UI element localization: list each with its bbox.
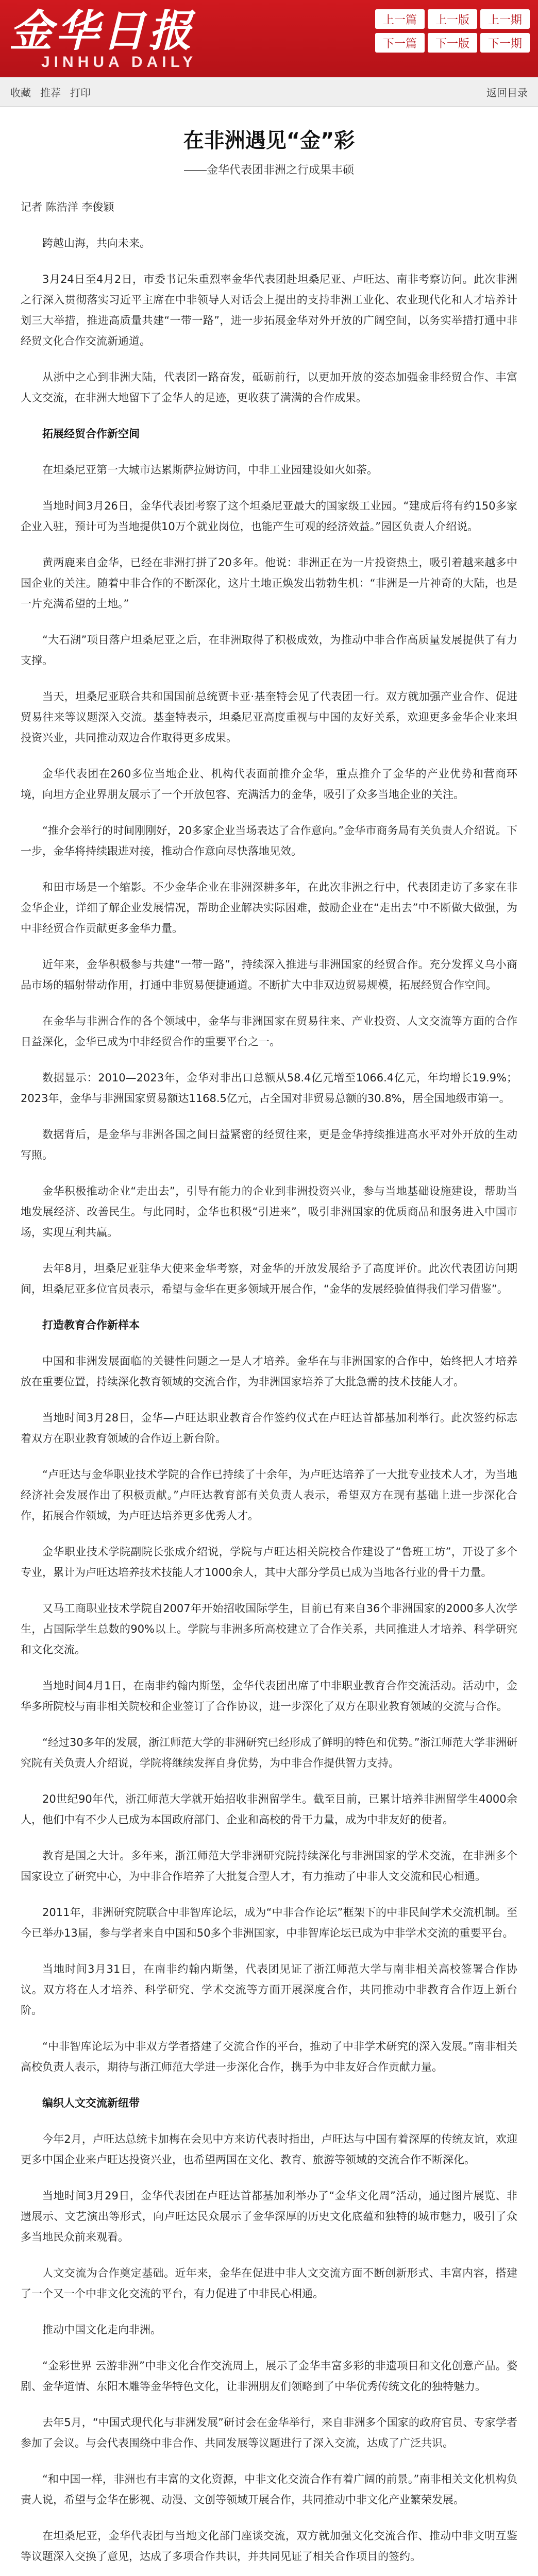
article-paragraph: 当地时间3月28日，金华—卢旺达职业教育合作签约仪式在卢旺达首都基加利举行。此次签约标志着双方在职业教育领域的合作迈上新台阶。 [21, 1412, 517, 1445]
prev-article-button[interactable]: 上一篇 [375, 9, 425, 29]
article-paragraph: 又马工商职业技术学院自2007年开始招收国际学生，目前已有来自36个非洲国家的2000多人次学生，占国际学生总数的90%以上。学院与非洲多所高校建立了合作关系，共同推进人才培养、科学研究和文化交流。 [21, 1602, 517, 1656]
prev-page-button[interactable]: 上一版 [428, 9, 477, 29]
article-paragraph: “推介会举行的时间刚刚好，20多家企业当场表达了合作意向。”金华市商务局有关负责人介绍说。下一步，金华将持续跟进对接，推动合作意向尽快落地见效。 [21, 824, 517, 857]
article-paragraph: 人文交流为合作奠定基础。近年来，金华在促进中非人文交流方面不断创新形式、丰富内容，搭建了一个又一个中非文化交流的平台，有力促进了中非民心相通。 [21, 2267, 517, 2300]
article-paragraph: 3月24日至4月2日，市委书记朱重烈率金华代表团赴坦桑尼亚、卢旺达、南非考察访问。此次非洲之行深入贯彻落实习近平主席在中非领导人对话会上提出的支持非洲工业化、农业现代化和人才培养计划三大举措，推进高质量共建“一带一路”，进一步拓展金华对外开放的广阔空间，以务实举措打通中非经贸文化合作交流新通道。 [21, 273, 517, 347]
recommend-button[interactable]: 推荐 [40, 87, 61, 99]
article-paragraph: 当地时间3月31日，在南非约翰内斯堡，代表团见证了浙江师范大学与南非相关高校签署合作协议。双方将在人才培养、科学研究、学术交流等方面开展深度合作，共同推动中非教育合作迈上新台阶。 [21, 1963, 517, 2016]
article-paragraph: 数据显示：2010—2023年，金华对非出口总额从58.4亿元增至1066.4亿元，年均增长19.9%；2023年，金华与非洲国家贸易额达1168.5亿元，占全国对非贸易总额的30.8%，居全国地级市第一。 [21, 1072, 517, 1105]
article-paragraph: 黄两鹿来自金华，已经在非洲打拼了20多年。他说：非洲正在为一片投资热土，吸引着越来越多中国企业的关注。随着中非合作的不断深化，这片土地正焕发出勃勃生机：“非洲是一片神奇的大陆，也是一片充满希望的土地。” [21, 556, 517, 610]
article-paragraph: 2011年，非洲研究院联合中非智库论坛，成为“中非合作论坛”框架下的中非民间学术交流机制。至今已举办13届，参与学者来自中国和50多个非洲国家，中非智库论坛已成为中非学术交流的重要平台。 [21, 1906, 517, 1939]
article-paragraph: 推动中国文化走向非洲。 [42, 2324, 161, 2336]
article-paragraph: 跨越山海，共向未来。 [42, 237, 150, 249]
back-to-contents-link[interactable]: 返回目录 [486, 87, 528, 99]
article-paragraph: 近年来，金华积极参与共建“一带一路”，持续深入推进与非洲国家的经贸合作。充分发挥义乌小商品市场的辐射带动作用，打通中非贸易便捷通道。不断扩大中非双边贸易规模，拓展经贸合作空间。 [21, 958, 517, 991]
article-paragraph: 在坦桑尼亚第一大城市达累斯萨拉姆访问，中非工业园建设如火如荼。 [42, 464, 378, 476]
article-paragraph: 中国和非洲发展面临的关键性问题之一是人才培养。金华在与非洲国家的合作中，始终把人才培养放在重要位置，持续深化教育领域的交流合作，为非洲国家培养了大批急需的技术技能人才。 [21, 1355, 517, 1388]
article-paragraph: “大石湖”项目落户坦桑尼亚之后，在非洲取得了积极成效，为推动中非合作高质量发展提供了有力支撑。 [21, 634, 517, 667]
article-paragraph: “经过30多年的发展，浙江师范大学的非洲研究已经形成了鲜明的特色和优势。”浙江师范大学非洲研究院有关负责人介绍说，学院将继续发挥自身优势，为中非合作提供智力支持。 [21, 1736, 517, 1769]
page-navigation [375, 9, 530, 53]
favorite-button[interactable]: 收藏 [10, 87, 31, 99]
print-button[interactable]: 打印 [70, 87, 91, 99]
article-body [0, 197, 538, 2576]
article-paragraph: 今年2月，卢旺达总统卡加梅在会见中方来访代表时指出，卢旺达与中国有着深厚的传统友谊，欢迎更多中国企业来卢旺达投资兴业，也希望两国在文化、教育、旅游等领域的交流合作不断深化。 [21, 2133, 517, 2166]
section-heading: 编织人文交流新纽带 [42, 2097, 140, 2109]
newspaper-logo-subtitle: JINHUA DAILY [41, 54, 197, 71]
article-paragraph: 当地时间3月26日，金华代表团考察了这个坦桑尼亚最大的国家级工业园。“建成后将有约150多家企业入驻，预计可为当地提供10万个就业岗位，也能产生可观的经济效益。”园区负责人介绍说。 [21, 500, 517, 533]
article-title: 在非洲遇见“金”彩 [183, 129, 355, 152]
article-paragraph: 金华积极推动企业“走出去”，引导有能力的企业到非洲投资兴业，参与当地基础设施建设，帮助当地发展经济、改善民生。与此同时，金华也积极“引进来”，吸引非洲国家的优质商品和服务进入中国市场，实现互利共赢。 [21, 1185, 517, 1239]
article-paragraph: 去年8月，坦桑尼亚驻华大使来金华考察，对金华的开放发展给予了高度评价。此次代表团访问期间，坦桑尼亚多位官员表示，希望与金华在更多领域开展合作，“金华的发展经验值得我们学习借鉴”。 [21, 1262, 517, 1295]
article-paragraph: 20世纪90年代，浙江师范大学就开始招收非洲留学生。截至目前，已累计培养非洲留学生4000余人，他们中有不少人已成为本国政府部门、企业和高校的骨干力量，成为中非友好的使者。 [21, 1793, 517, 1826]
article-paragraph: 当天，坦桑尼亚联合共和国国前总统贾卡亚·基奎特会见了代表团一行。双方就加强产业合作、促进贸易往来等议题深入交流。基奎特表示，坦桑尼亚高度重视与中国的友好关系，欢迎更多金华企业来坦投资兴业，共同推动双边合作取得更多成果。 [21, 690, 517, 744]
section-heading: 拓展经贸合作新空间 [42, 428, 140, 440]
article-byline: 记者 陈浩洋 李俊颖 [21, 201, 114, 213]
article-toolbar [0, 77, 538, 107]
next-issue-button[interactable]: 下一期 [480, 33, 530, 53]
newspaper-logo-title[interactable]: 金华日报 [9, 5, 195, 56]
article-paragraph: 去年5月，“中国式现代化与非洲发展”研讨会在金华举行，来自非洲多个国家的政府官员、专家学者参加了会议。与会代表围绕中非合作、共同发展等议题进行了深入交流，达成了广泛共识。 [21, 2416, 517, 2449]
article-paragraph: 教育是国之大计。多年来，浙江师范大学非洲研究院持续深化与非洲国家的学术交流，在非洲多个国家设立了研究中心，为中非合作培养了大批复合型人才，有力推动了中非人文交流和民心相通。 [21, 1850, 517, 1883]
article-paragraph: 金华代表团在260多位当地企业、机构代表面前推介金华，重点推介了金华的产业优势和营商环境，向坦方企业界朋友展示了一个开放包容、充满活力的金华，吸引了众多当地企业的关注。 [21, 768, 517, 801]
prev-issue-button[interactable]: 上一期 [480, 9, 530, 29]
section-heading: 打造教育合作新样本 [42, 1319, 140, 1331]
article-paragraph: “金彩世界 云游非洲”中非文化合作交流周上，展示了金华丰富多彩的非遗项目和文化创意产品。婺剧、金华道情、东阳木雕等金华特色文化，让非洲朋友们领略到了中华优秀传统文化的独特魅力。 [21, 2360, 517, 2393]
article-paragraph: “中非智库论坛为中非双方学者搭建了交流合作的平台，推动了中非学术研究的深入发展。”南非相关高校负责人表示，期待与浙江师范大学进一步深化合作，携手为中非友好合作贡献力量。 [21, 2040, 517, 2073]
article-paragraph: 金华职业技术学院副院长张成介绍说，学院与卢旺达相关院校合作建设了“鲁班工坊”，开设了多个专业，累计为卢旺达培养技术技能人才1000余人，其中大部分学员已成为当地各行业的骨干力量。 [21, 1546, 517, 1579]
article-paragraph: 和田市场是一个缩影。不少金华企业在非洲深耕多年，在此次非洲之行中，代表团走访了多家在非金华企业，详细了解企业发展情况，帮助企业解决实际困难，鼓励企业在“走出去”中不断做大做强，为中非经贸合作贡献更多金华力量。 [21, 881, 517, 935]
next-page-button[interactable]: 下一版 [428, 33, 477, 53]
next-article-button[interactable]: 下一篇 [375, 33, 425, 53]
article-paragraph: 数据背后，是金华与非洲各国之间日益紧密的经贸往来，更是金华持续推进高水平对外开放的生动写照。 [21, 1128, 517, 1161]
article-paragraph: 在坦桑尼亚，金华代表团与当地文化部门座谈交流，双方就加强文化交流合作、推动中非文明互鉴等议题深入交换了意见，达成了多项合作共识，并共同见证了相关合作项目的签约。 [21, 2530, 517, 2563]
article-paragraph: “和中国一样，非洲也有丰富的文化资源，中非文化交流合作有着广阔的前景。”南非相关文化机构负责人说，希望与金华在影视、动漫、文创等领域开展合作，共同推动中非文化产业繁荣发展。 [21, 2473, 517, 2506]
article-subtitle: ——金华代表团非洲之行成果丰硕 [183, 163, 354, 176]
article-paragraph: 在金华与非洲合作的各个领域中，金华与非洲国家在贸易往来、产业投资、人文交流等方面的合作日益深化，金华已成为中非经贸合作的重要平台之一。 [21, 1015, 517, 1048]
article-paragraph: 从浙中之心到非洲大陆，代表团一路奋发，砥砺前行，以更加开放的姿态加强金非经贸合作、丰富人文交流，在非洲大地留下了金华人的足迹，更收获了满满的合作成果。 [21, 371, 517, 404]
article-paragraph: 当地时间3月29日，金华代表团在卢旺达首都基加利举办了“金华文化周”活动，通过图片展览、非遗展示、文艺演出等形式，向卢旺达民众展示了金华深厚的历史文化底蕴和独特的城市魅力，吸引了众多当地民众前来观看。 [21, 2190, 517, 2243]
article-paragraph: 当地时间4月1日，在南非约翰内斯堡，金华代表团出席了中非职业教育合作交流活动。活动中，金华多所院校与南非相关院校和企业签订了合作协议，进一步深化了双方在职业教育领域的交流与合作。 [21, 1680, 517, 1713]
article-paragraph: “卢旺达与金华职业技术学院的合作已持续了十余年，为卢旺达培养了一大批专业技术人才，为当地经济社会发展作出了积极贡献。”卢旺达教育部有关负责人表示，希望双方在现有基础上进一步深化合作，拓展合作领域，为卢旺达培养更多优秀人才。 [21, 1468, 517, 1522]
masthead [0, 0, 538, 77]
